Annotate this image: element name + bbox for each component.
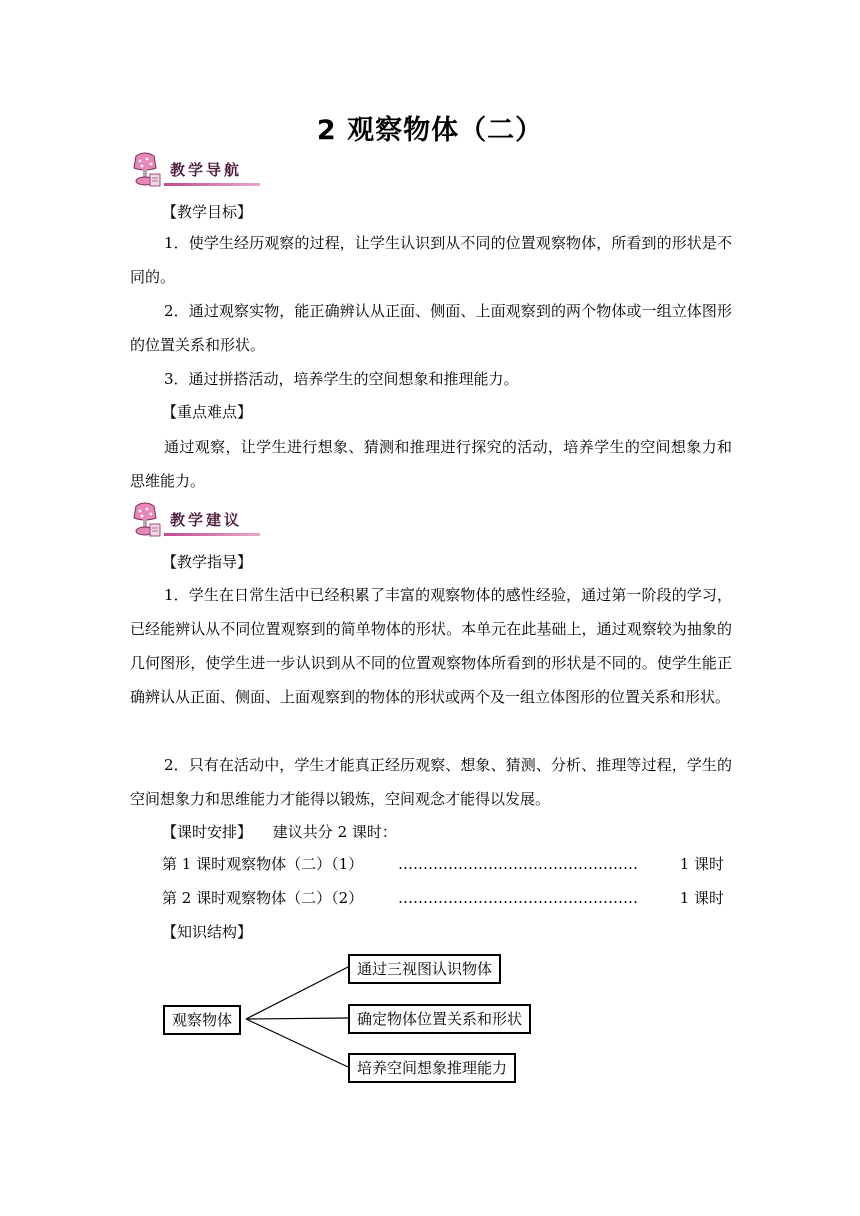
schedule-leader-dots: ………………………………………… [398, 889, 638, 907]
schedule-note: 建议共分 2 课时： [272, 823, 397, 841]
diagram-branch-1: 通过三视图认识物体 [348, 954, 501, 984]
diagram-branch-3: 培养空间想象推理能力 [348, 1053, 516, 1083]
guidance-heading: 【教学指导】 [162, 553, 253, 571]
schedule-lesson: 第 2 课时观察物体（二）（2） [162, 889, 364, 907]
keypoints-text: 通过观察，让学生进行想象、猜测和推理进行探究的活动，培养学生的空间想象力和思维能力。 [130, 438, 732, 490]
goal-item-2: 2．通过观察实物，能正确辨认从正面、侧面、上面观察到的两个物体或一组立体图形的位置关系和形状。 [130, 302, 732, 354]
structure-heading: 【知识结构】 [162, 923, 253, 941]
goal-item-3: 3．通过拼搭活动，培养学生的空间想象和推理能力。 [164, 370, 519, 388]
banner-label: 教学建议 [170, 511, 243, 529]
knowledge-structure-diagram [160, 950, 570, 1090]
diagram-branch-2: 确定物体位置关系和形状 [348, 1004, 531, 1034]
schedule-heading-row [162, 820, 860, 844]
keypoints-heading: 【重点难点】 [162, 403, 253, 421]
schedule-lesson: 第 1 课时观察物体（二）（1） [162, 855, 364, 873]
goals-heading: 【教学目标】 [162, 203, 253, 221]
schedule-hours: 1 课时 [679, 855, 724, 873]
banner-label: 教学导航 [170, 161, 243, 179]
banner-underline [164, 183, 260, 186]
schedule-heading: 【课时安排】 [162, 823, 253, 841]
section-banner-nav [128, 152, 262, 192]
diagram-root-box: 观察物体 [163, 1005, 241, 1035]
section-banner-suggest [128, 502, 262, 542]
schedule-leader-dots: ………………………………………… [398, 855, 638, 873]
lamp-icon [128, 152, 162, 190]
schedule-hours: 1 课时 [679, 889, 724, 907]
lamp-icon [128, 502, 162, 540]
page-title: 2 观察物体（二） [316, 115, 544, 146]
goal-item-1: 1．使学生经历观察的过程，让学生认识到从不同的位置观察物体，所看到的形状是不同的。 [130, 234, 732, 286]
guidance-item-1: 1．学生在日常生活中已经积累了丰富的观察物体的感性经验，通过第一阶段的学习，已经能辨认从不同位置观察到的简单物体的形状。本单元在此基础上，通过观察较为抽象的几何图形，使学生进一步认识到从不同的位置观察物体所看到的形状是不同的。使学生能正确辨认从正面、侧面、上面观察到的物体的形状或两个及一组立体图形的位置关系和形状。 [130, 586, 732, 706]
schedule-row-2 [162, 886, 732, 910]
schedule-row-1 [162, 852, 732, 876]
banner-underline [164, 533, 260, 536]
guidance-item-2: 2．只有在活动中，学生才能真正经历观察、想象、猜测、分析、推理等过程，学生的空间想象力和思维能力才能得以锻炼，空间观念才能得以发展。 [130, 756, 732, 808]
